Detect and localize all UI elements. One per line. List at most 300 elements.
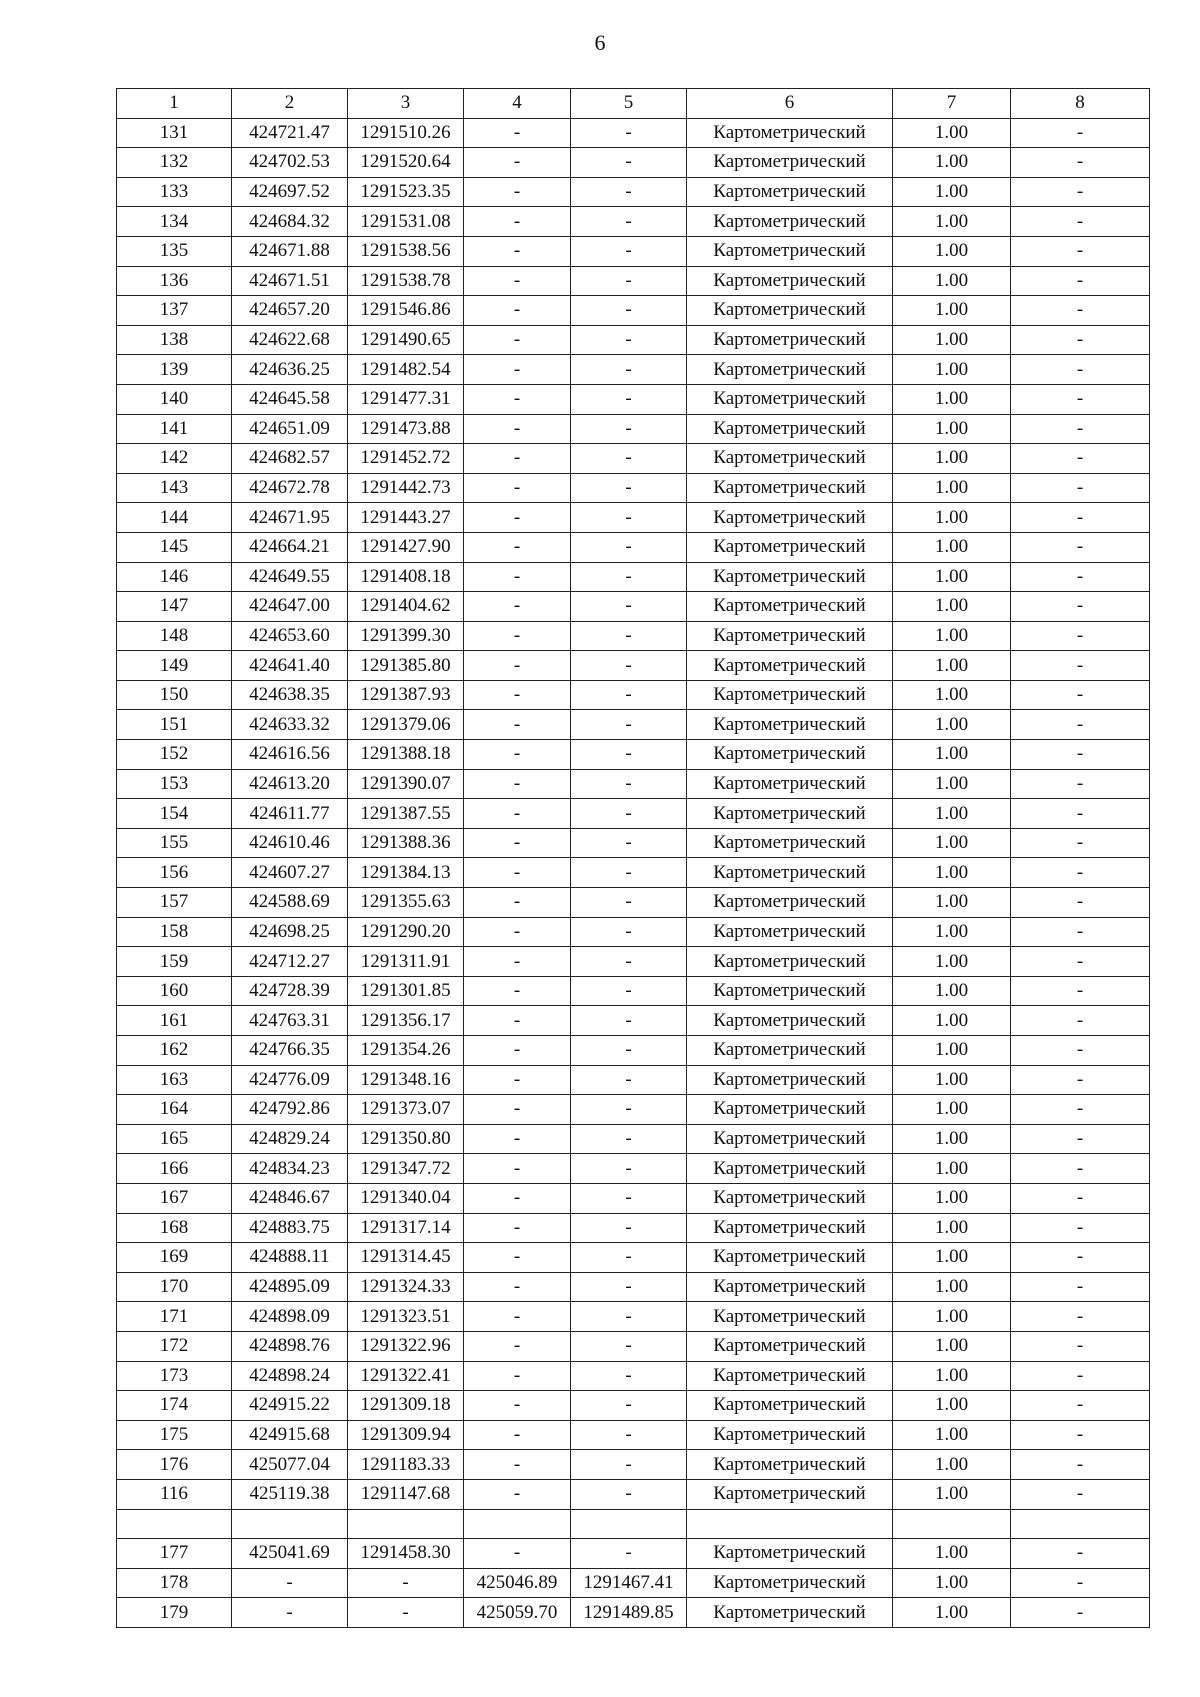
cell-coord-x-alt: - bbox=[464, 917, 571, 947]
cell-note: - bbox=[1011, 651, 1150, 681]
cell-point-number: 164 bbox=[117, 1095, 232, 1125]
cell-coord-x-alt: - bbox=[464, 1272, 571, 1302]
cell-note: - bbox=[1011, 1568, 1150, 1598]
cell-coord-y-alt: - bbox=[571, 1479, 687, 1509]
header-cell-8: 8 bbox=[1011, 89, 1150, 119]
cell-coord-x-alt: - bbox=[464, 947, 571, 977]
table-row bbox=[117, 118, 1150, 148]
cell-note: - bbox=[1011, 384, 1150, 414]
table-row bbox=[117, 384, 1150, 414]
cell-coord-y-alt: - bbox=[571, 592, 687, 622]
cell-accuracy: 1.00 bbox=[893, 1539, 1011, 1569]
cell-accuracy: 1.00 bbox=[893, 651, 1011, 681]
cell-point-number: 171 bbox=[117, 1302, 232, 1332]
cell-coord-y: 1291324.33 bbox=[348, 1272, 464, 1302]
cell-note: - bbox=[1011, 592, 1150, 622]
cell-accuracy: 1.00 bbox=[893, 1479, 1011, 1509]
cell-method: Картометрический bbox=[687, 1124, 893, 1154]
cell-coord-x: 424728.39 bbox=[232, 976, 348, 1006]
cell-point-number: 132 bbox=[117, 148, 232, 178]
cell-method: Картометрический bbox=[687, 266, 893, 296]
table-row bbox=[117, 296, 1150, 326]
cell-note: - bbox=[1011, 1420, 1150, 1450]
cell-coord-y-alt: - bbox=[571, 503, 687, 533]
cell-coord-x: 424607.27 bbox=[232, 858, 348, 888]
cell-note: - bbox=[1011, 917, 1150, 947]
cell-coord-y: 1291384.13 bbox=[348, 858, 464, 888]
cell-coord-x-alt: - bbox=[464, 1331, 571, 1361]
cell-note: - bbox=[1011, 562, 1150, 592]
cell-coord-y-alt: - bbox=[571, 1243, 687, 1273]
cell-coord-x-alt: - bbox=[464, 414, 571, 444]
cell-method: Картометрический bbox=[687, 1539, 893, 1569]
cell-note: - bbox=[1011, 355, 1150, 385]
table-row bbox=[117, 1598, 1150, 1628]
cell-accuracy: 1.00 bbox=[893, 976, 1011, 1006]
cell-coord-y: 1291458.30 bbox=[348, 1539, 464, 1569]
cell-note: - bbox=[1011, 236, 1150, 266]
cell-method: Картометрический bbox=[687, 592, 893, 622]
table-row bbox=[117, 1302, 1150, 1332]
cell-coord-x: 424883.75 bbox=[232, 1213, 348, 1243]
cell-coord-y: 1291350.80 bbox=[348, 1124, 464, 1154]
cell-method: Картометрический bbox=[687, 1243, 893, 1273]
table-row bbox=[117, 1124, 1150, 1154]
cell-method: Картометрический bbox=[687, 1095, 893, 1125]
cell-point-number: 151 bbox=[117, 710, 232, 740]
cell-accuracy: 1.00 bbox=[893, 680, 1011, 710]
cell-coord-y-alt: - bbox=[571, 148, 687, 178]
cell-coord-x: 424684.32 bbox=[232, 207, 348, 237]
cell-coord-x-alt: - bbox=[464, 148, 571, 178]
cell-coord-y: 1291531.08 bbox=[348, 207, 464, 237]
cell-coord-x-alt: - bbox=[464, 1036, 571, 1066]
cell-method: Картометрический bbox=[687, 562, 893, 592]
table-row bbox=[117, 1479, 1150, 1509]
cell-method: Картометрический bbox=[687, 1183, 893, 1213]
table-row bbox=[117, 503, 1150, 533]
cell-point-number: 161 bbox=[117, 1006, 232, 1036]
cell-point-number: 175 bbox=[117, 1420, 232, 1450]
cell-coord-x: 424651.09 bbox=[232, 414, 348, 444]
cell-method: Картометрический bbox=[687, 503, 893, 533]
cell-point-number: 174 bbox=[117, 1391, 232, 1421]
header-cell-7: 7 bbox=[893, 89, 1011, 119]
cell-method: Картометрический bbox=[687, 710, 893, 740]
cell-note: - bbox=[1011, 266, 1150, 296]
cell-coord-y: 1291309.94 bbox=[348, 1420, 464, 1450]
table-row bbox=[117, 828, 1150, 858]
cell-point-number: 170 bbox=[117, 1272, 232, 1302]
cell-note: - bbox=[1011, 1213, 1150, 1243]
cell-coord-y-alt: - bbox=[571, 1420, 687, 1450]
cell-coord-x: - bbox=[232, 1598, 348, 1628]
cell-coord-x-alt: - bbox=[464, 532, 571, 562]
table-row bbox=[117, 651, 1150, 681]
cell-point-number: 167 bbox=[117, 1183, 232, 1213]
cell-coord-y-alt: - bbox=[571, 769, 687, 799]
cell-point-number: 148 bbox=[117, 621, 232, 651]
cell-coord-y-alt: - bbox=[571, 828, 687, 858]
table-row bbox=[117, 1450, 1150, 1480]
cell-coord-x: 424664.21 bbox=[232, 532, 348, 562]
cell-point-number: 147 bbox=[117, 592, 232, 622]
cell-accuracy: 1.00 bbox=[893, 1243, 1011, 1273]
cell-method: Картометрический bbox=[687, 828, 893, 858]
cell-coord-x: 424622.68 bbox=[232, 325, 348, 355]
cell-coord-y: 1291452.72 bbox=[348, 444, 464, 474]
cell-note: - bbox=[1011, 1331, 1150, 1361]
cell-note: - bbox=[1011, 1272, 1150, 1302]
cell-note: - bbox=[1011, 1154, 1150, 1184]
cell-coord-x: 424898.24 bbox=[232, 1361, 348, 1391]
table-row bbox=[117, 947, 1150, 977]
cell-method: Картометрический bbox=[687, 207, 893, 237]
cell-coord-y: 1291388.36 bbox=[348, 828, 464, 858]
cell-coord-y: 1291473.88 bbox=[348, 414, 464, 444]
cell-accuracy: 1.00 bbox=[893, 828, 1011, 858]
cell-method: Картометрический bbox=[687, 1006, 893, 1036]
table-row bbox=[117, 769, 1150, 799]
cell-accuracy: 1.00 bbox=[893, 1391, 1011, 1421]
cell-method: Картометрический bbox=[687, 473, 893, 503]
cell-point-number: 179 bbox=[117, 1598, 232, 1628]
cell-note: - bbox=[1011, 148, 1150, 178]
cell-accuracy: 1.00 bbox=[893, 177, 1011, 207]
cell-coord-y-alt: - bbox=[571, 177, 687, 207]
cell-coord-x-alt: - bbox=[464, 858, 571, 888]
cell-coord-x: 424915.22 bbox=[232, 1391, 348, 1421]
cell-coord-y: 1291510.26 bbox=[348, 118, 464, 148]
cell-note: - bbox=[1011, 947, 1150, 977]
cell-coord-y: 1291311.91 bbox=[348, 947, 464, 977]
cell-note: - bbox=[1011, 769, 1150, 799]
cell-point-number: 166 bbox=[117, 1154, 232, 1184]
cell-coord-x: 424647.00 bbox=[232, 592, 348, 622]
cell-coord-x: 424792.86 bbox=[232, 1095, 348, 1125]
cell-coord-x-alt: - bbox=[464, 976, 571, 1006]
table-row bbox=[117, 1509, 1150, 1539]
cell-accuracy: 1.00 bbox=[893, 1065, 1011, 1095]
cell-point-number: 136 bbox=[117, 266, 232, 296]
cell-coord-y-alt: - bbox=[571, 1361, 687, 1391]
cell-coord-x-alt: - bbox=[464, 1124, 571, 1154]
cell-method: Картометрический bbox=[687, 414, 893, 444]
cell-coord-y: 1291490.65 bbox=[348, 325, 464, 355]
cell-point-number: 165 bbox=[117, 1124, 232, 1154]
cell-point-number: 146 bbox=[117, 562, 232, 592]
table-row bbox=[117, 1391, 1150, 1421]
cell-point-number: 149 bbox=[117, 651, 232, 681]
cell-point-number: 141 bbox=[117, 414, 232, 444]
cell-accuracy: 1.00 bbox=[893, 1124, 1011, 1154]
cell-note: - bbox=[1011, 621, 1150, 651]
cell-note: - bbox=[1011, 799, 1150, 829]
cell-coord-y: 1291443.27 bbox=[348, 503, 464, 533]
cell-accuracy: 1.00 bbox=[893, 444, 1011, 474]
cell-point-number: 135 bbox=[117, 236, 232, 266]
table-row bbox=[117, 1183, 1150, 1213]
cell-note: - bbox=[1011, 710, 1150, 740]
cell-coord-y: 1291309.18 bbox=[348, 1391, 464, 1421]
cell-coord-x: 424834.23 bbox=[232, 1154, 348, 1184]
cell-point-number: 172 bbox=[117, 1331, 232, 1361]
cell-point-number: 137 bbox=[117, 296, 232, 326]
cell-coord-x: 424611.77 bbox=[232, 799, 348, 829]
cell-coord-y: 1291427.90 bbox=[348, 532, 464, 562]
cell-accuracy: 1.00 bbox=[893, 1450, 1011, 1480]
cell-coord-x: - bbox=[232, 1568, 348, 1598]
cell-coord-y: 1291314.45 bbox=[348, 1243, 464, 1273]
cell-coord-y-alt: - bbox=[571, 651, 687, 681]
table-row bbox=[117, 621, 1150, 651]
cell-point-number: 163 bbox=[117, 1065, 232, 1095]
cell-coord-y-alt: - bbox=[571, 1391, 687, 1421]
cell-coord-x-alt: - bbox=[464, 651, 571, 681]
cell-coord-x: 424588.69 bbox=[232, 888, 348, 918]
cell-accuracy: 1.00 bbox=[893, 621, 1011, 651]
cell-coord-y-alt: - bbox=[571, 1539, 687, 1569]
cell-point-number: 145 bbox=[117, 532, 232, 562]
cell-coord-y: 1291147.68 bbox=[348, 1479, 464, 1509]
cell-coord-x bbox=[232, 1509, 348, 1539]
cell-note: - bbox=[1011, 207, 1150, 237]
cell-coord-x: 424721.47 bbox=[232, 118, 348, 148]
cell-accuracy: 1.00 bbox=[893, 1213, 1011, 1243]
cell-coord-y-alt: - bbox=[571, 917, 687, 947]
cell-point-number bbox=[117, 1509, 232, 1539]
cell-coord-y: 1291183.33 bbox=[348, 1450, 464, 1480]
table-row bbox=[117, 325, 1150, 355]
cell-coord-x: 424671.51 bbox=[232, 266, 348, 296]
cell-note: - bbox=[1011, 325, 1150, 355]
cell-coord-x: 424638.35 bbox=[232, 680, 348, 710]
cell-accuracy: 1.00 bbox=[893, 296, 1011, 326]
cell-coord-y-alt: - bbox=[571, 1272, 687, 1302]
cell-coord-x-alt: - bbox=[464, 710, 571, 740]
table-row bbox=[117, 355, 1150, 385]
cell-coord-x: 424698.25 bbox=[232, 917, 348, 947]
cell-coord-x: 424766.35 bbox=[232, 1036, 348, 1066]
cell-coord-y: 1291379.06 bbox=[348, 710, 464, 740]
table-row bbox=[117, 710, 1150, 740]
cell-point-number: 143 bbox=[117, 473, 232, 503]
cell-coord-x-alt: - bbox=[464, 118, 571, 148]
cell-coord-y-alt: - bbox=[571, 562, 687, 592]
cell-accuracy: 1.00 bbox=[893, 1331, 1011, 1361]
cell-coord-y-alt: - bbox=[571, 621, 687, 651]
cell-coord-x: 424613.20 bbox=[232, 769, 348, 799]
cell-method: Картометрический bbox=[687, 799, 893, 829]
cell-point-number: 158 bbox=[117, 917, 232, 947]
cell-point-number: 173 bbox=[117, 1361, 232, 1391]
table-header bbox=[117, 89, 1150, 119]
cell-coord-y: 1291482.54 bbox=[348, 355, 464, 385]
cell-note: - bbox=[1011, 1302, 1150, 1332]
table-row bbox=[117, 473, 1150, 503]
cell-coord-y: 1291347.72 bbox=[348, 1154, 464, 1184]
cell-accuracy: 1.00 bbox=[893, 917, 1011, 947]
table-row bbox=[117, 592, 1150, 622]
cell-coord-x-alt: - bbox=[464, 473, 571, 503]
cell-point-number: 154 bbox=[117, 799, 232, 829]
cell-coord-y-alt: - bbox=[571, 414, 687, 444]
cell-coord-y: 1291399.30 bbox=[348, 621, 464, 651]
cell-coord-x: 424645.58 bbox=[232, 384, 348, 414]
cell-method: Картометрический bbox=[687, 1361, 893, 1391]
cell-method: Картометрический bbox=[687, 1391, 893, 1421]
cell-note: - bbox=[1011, 1391, 1150, 1421]
cell-coord-y-alt: - bbox=[571, 888, 687, 918]
cell-coord-x-alt: - bbox=[464, 680, 571, 710]
cell-accuracy bbox=[893, 1509, 1011, 1539]
cell-method: Картометрический bbox=[687, 1213, 893, 1243]
cell-coord-x: 424653.60 bbox=[232, 621, 348, 651]
cell-coord-x-alt: - bbox=[464, 503, 571, 533]
cell-method: Картометрический bbox=[687, 1479, 893, 1509]
cell-coord-x-alt: - bbox=[464, 1095, 571, 1125]
cell-note: - bbox=[1011, 1539, 1150, 1569]
cell-method: Картометрический bbox=[687, 917, 893, 947]
cell-coord-y: - bbox=[348, 1568, 464, 1598]
cell-coord-x: 424702.53 bbox=[232, 148, 348, 178]
table-row bbox=[117, 207, 1150, 237]
cell-coord-x-alt: - bbox=[464, 325, 571, 355]
table-row bbox=[117, 858, 1150, 888]
cell-coord-x-alt: - bbox=[464, 1302, 571, 1332]
cell-coord-x: 424682.57 bbox=[232, 444, 348, 474]
cell-coord-y: 1291523.35 bbox=[348, 177, 464, 207]
cell-note: - bbox=[1011, 118, 1150, 148]
cell-coord-x-alt: - bbox=[464, 1154, 571, 1184]
cell-note: - bbox=[1011, 177, 1150, 207]
table-row bbox=[117, 177, 1150, 207]
cell-method: Картометрический bbox=[687, 1036, 893, 1066]
cell-point-number: 155 bbox=[117, 828, 232, 858]
cell-accuracy: 1.00 bbox=[893, 1302, 1011, 1332]
table-row bbox=[117, 1006, 1150, 1036]
cell-coord-x-alt: - bbox=[464, 828, 571, 858]
cell-coord-x-alt: - bbox=[464, 740, 571, 770]
header-cell-5: 5 bbox=[571, 89, 687, 119]
cell-method: Картометрический bbox=[687, 1302, 893, 1332]
cell-method: Картометрический bbox=[687, 947, 893, 977]
cell-coord-y: 1291354.26 bbox=[348, 1036, 464, 1066]
cell-coord-y: 1291301.85 bbox=[348, 976, 464, 1006]
table-row bbox=[117, 1272, 1150, 1302]
cell-coord-x-alt: - bbox=[464, 1006, 571, 1036]
cell-coord-y: 1291356.17 bbox=[348, 1006, 464, 1036]
cell-coord-x-alt: - bbox=[464, 1450, 571, 1480]
cell-coord-x-alt: - bbox=[464, 621, 571, 651]
cell-method: Картометрический bbox=[687, 740, 893, 770]
cell-coord-x-alt: - bbox=[464, 1243, 571, 1273]
cell-coord-x-alt: - bbox=[464, 236, 571, 266]
cell-note: - bbox=[1011, 1036, 1150, 1066]
cell-coord-x: 425041.69 bbox=[232, 1539, 348, 1569]
cell-point-number: 133 bbox=[117, 177, 232, 207]
cell-coord-x-alt bbox=[464, 1509, 571, 1539]
cell-coord-x-alt: - bbox=[464, 1361, 571, 1391]
cell-accuracy: 1.00 bbox=[893, 503, 1011, 533]
cell-method: Картометрический bbox=[687, 1568, 893, 1598]
cell-coord-y-alt: - bbox=[571, 1065, 687, 1095]
table-row bbox=[117, 1539, 1150, 1569]
table-row bbox=[117, 680, 1150, 710]
cell-coord-x: 424898.76 bbox=[232, 1331, 348, 1361]
cell-note bbox=[1011, 1509, 1150, 1539]
cell-method: Картометрический bbox=[687, 976, 893, 1006]
cell-accuracy: 1.00 bbox=[893, 118, 1011, 148]
cell-method: Картометрический bbox=[687, 532, 893, 562]
table-row bbox=[117, 888, 1150, 918]
cell-coord-y-alt: - bbox=[571, 1450, 687, 1480]
cell-coord-x-alt: - bbox=[464, 888, 571, 918]
table-row bbox=[117, 1568, 1150, 1598]
page-number: 6 bbox=[594, 30, 606, 55]
cell-point-number: 178 bbox=[117, 1568, 232, 1598]
cell-accuracy: 1.00 bbox=[893, 799, 1011, 829]
cell-method: Картометрический bbox=[687, 1450, 893, 1480]
cell-coord-x: 424657.20 bbox=[232, 296, 348, 326]
cell-coord-x: 424829.24 bbox=[232, 1124, 348, 1154]
cell-coord-x-alt: - bbox=[464, 1183, 571, 1213]
cell-note: - bbox=[1011, 828, 1150, 858]
cell-coord-y: 1291442.73 bbox=[348, 473, 464, 503]
cell-note: - bbox=[1011, 296, 1150, 326]
table-row bbox=[117, 1154, 1150, 1184]
cell-coord-y: 1291404.62 bbox=[348, 592, 464, 622]
cell-point-number: 159 bbox=[117, 947, 232, 977]
cell-coord-x-alt: - bbox=[464, 1420, 571, 1450]
cell-method: Картометрический bbox=[687, 355, 893, 385]
cell-coord-y-alt: - bbox=[571, 444, 687, 474]
cell-method: Картометрический bbox=[687, 325, 893, 355]
cell-point-number: 157 bbox=[117, 888, 232, 918]
table-row bbox=[117, 917, 1150, 947]
cell-accuracy: 1.00 bbox=[893, 325, 1011, 355]
cell-accuracy: 1.00 bbox=[893, 740, 1011, 770]
cell-note: - bbox=[1011, 1124, 1150, 1154]
cell-coord-x-alt: - bbox=[464, 799, 571, 829]
cell-coord-x: 424610.46 bbox=[232, 828, 348, 858]
cell-coord-y-alt: - bbox=[571, 710, 687, 740]
cell-accuracy: 1.00 bbox=[893, 1183, 1011, 1213]
table-row bbox=[117, 976, 1150, 1006]
cell-note: - bbox=[1011, 532, 1150, 562]
cell-point-number: 168 bbox=[117, 1213, 232, 1243]
header-cell-3: 3 bbox=[348, 89, 464, 119]
cell-coord-y: 1291477.31 bbox=[348, 384, 464, 414]
cell-coord-x-alt: - bbox=[464, 355, 571, 385]
cell-method: Картометрический bbox=[687, 177, 893, 207]
table-row bbox=[117, 444, 1150, 474]
cell-coord-x: 424915.68 bbox=[232, 1420, 348, 1450]
table-row bbox=[117, 1420, 1150, 1450]
cell-note: - bbox=[1011, 414, 1150, 444]
cell-coord-y-alt: - bbox=[571, 473, 687, 503]
cell-coord-y-alt: - bbox=[571, 355, 687, 385]
table-row bbox=[117, 1331, 1150, 1361]
cell-method: Картометрический bbox=[687, 296, 893, 326]
cell-point-number: 152 bbox=[117, 740, 232, 770]
cell-note: - bbox=[1011, 858, 1150, 888]
table-row bbox=[117, 1036, 1150, 1066]
cell-note: - bbox=[1011, 1183, 1150, 1213]
cell-coord-y-alt: - bbox=[571, 1154, 687, 1184]
cell-point-number: 138 bbox=[117, 325, 232, 355]
cell-note: - bbox=[1011, 1450, 1150, 1480]
